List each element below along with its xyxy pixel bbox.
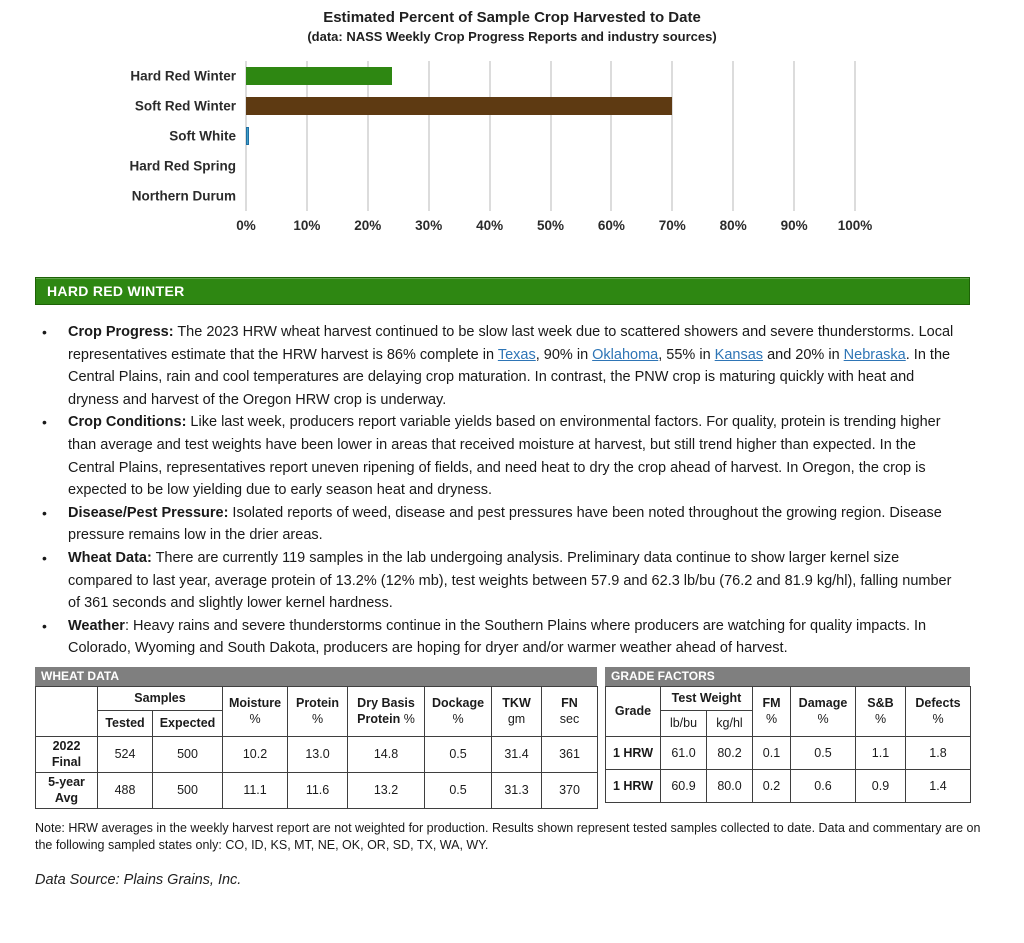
chart-category-label: Hard Red Spring [129,158,236,174]
column-unit: % [817,712,829,727]
data-cell: 500 [153,772,223,808]
data-cell: 0.1 [753,736,791,769]
data-cell: 500 [153,736,223,772]
column-unit: % [765,712,778,727]
chart-category-label: Soft Red Winter [134,98,236,114]
chart-subtitle: (data: NASS Weekly Crop Progress Reports and industry sources) [307,29,717,44]
bullet-label: Crop Progress: [68,324,174,340]
column-unit: sec [559,712,580,727]
bullet-label: Weather [68,617,125,634]
chart-bar [246,127,249,145]
data-cell: 80.2 [707,736,753,769]
wheat-table-title: WHEAT DATA [35,667,597,686]
x-tick-label: 90% [780,218,808,233]
column-header-fn [542,686,598,736]
grade-table-body [606,736,971,802]
data-cell: 1.8 [906,736,971,769]
column-name: Damage [798,695,848,710]
data-cell: 361 [542,736,598,772]
bullet-item: • Crop Progress: The 2023 HRW wheat harvest continued to be slow last week due to scattered showers and severe thunderstorms. Local representatives estimate that the HRW harvest is 86% complete in Texas, 90% in Oklahoma, 55% in Kansas and 20% in Nebraska. In the Central Plains, rain and cool temperatures are delaying crop maturation. In contrast, the PNW crop is maturing quickly with heat and dryness and harvest of the Oregon HRW crop is underway. [35,321,965,411]
chart-row [130,61,855,91]
x-tick-label: 60% [597,218,625,233]
data-cell: 0.9 [856,769,906,802]
state-link-oklahoma[interactable]: Oklahoma [592,346,659,363]
chart-bar [246,97,672,115]
data-source: Data Source: Plains Grains, Inc. [35,871,242,888]
chart-title: Estimated Percent of Sample Crop Harvested to Date [323,9,701,26]
wheat-corner-cell [36,686,98,736]
state-link-nebraska[interactable]: Nebraska [843,346,906,363]
data-cell: 1.1 [856,736,906,769]
data-cell: 10.2 [223,736,288,772]
x-tick-label: 70% [658,218,686,233]
x-tick-label: 10% [293,218,321,233]
grade-table [605,686,971,803]
test-weight-unit: kg/hl [707,710,753,736]
bullet-item: • Weather: Heavy rains and severe thunderstorms continue in the Southern Plains where producers are watching for quality impacts. In Colorado, Wyoming and South Dakota, producers are hoping for dryer and/or warmer weather ahead of harvest. [35,615,965,660]
column-name: FM [762,695,781,710]
x-tick-label: 0% [236,218,256,233]
column-name: TKW [502,695,531,710]
column-name: Moisture [228,695,282,710]
test-weight-header: Test Weight [661,686,753,710]
data-cell: 0.5 [425,736,492,772]
wheat-table-head [36,686,598,736]
column-header-protein [288,686,348,736]
data-cell: 0.2 [753,769,791,802]
section-header-hard-red-winter [35,277,970,305]
test-weight-unit: lb/bu [661,710,707,736]
chart-row [129,151,855,181]
state-link-kansas[interactable]: Kansas [714,346,764,363]
column-header-damage [791,686,856,736]
wheat-table-body [36,736,598,808]
column-header-fm [753,686,791,736]
grade-factors-table [605,667,970,809]
data-cell: 61.0 [661,736,707,769]
column-unit: % [311,712,324,727]
column-name: Dockage [431,695,485,710]
bullet-item: • Wheat Data: There are currently 119 samples in the lab undergoing analysis. Preliminary data continue to show larger kernel size compared to last year, average protein of 13.2% (12% mb), test weights between 57.9 and 62.3 lb/bu (76.2 and 81.9 kg/hl), falling number of 361 seconds and slightly lower kernel hardness. [35,547,965,615]
column-header-defects [906,686,971,736]
harvest-chart [0,0,1024,240]
grade-cell: 1 HRW [606,736,661,769]
data-cell: 13.0 [288,736,348,772]
chart-bar [246,67,392,85]
samples-header: Samples [98,686,223,710]
data-cell: 524 [98,736,153,772]
data-cell: 0.6 [791,769,856,802]
grade-header: Grade [606,686,661,736]
wheat-data-table [35,667,597,809]
column-name: Dry Basis [357,695,415,710]
bullet-label: Crop Conditions: [68,414,187,431]
data-cell: 11.6 [288,772,348,808]
row-label: 2022 Final [36,736,98,772]
commentary-bullet-list [35,321,965,660]
tested-header: Tested [98,710,153,736]
chart-row [169,121,855,151]
chart-row [134,91,855,121]
bullet-label: Disease/Pest Pressure: [68,504,229,521]
x-tick-label: 20% [354,218,382,233]
data-cell: 11.1 [223,772,288,808]
column-header-dry-basis [348,686,425,736]
section-header-label: HARD RED WINTER [47,283,185,299]
bullet-label: Wheat Data: [68,549,152,566]
chart-plot-area [129,61,855,211]
data-cell: 370 [542,772,598,808]
data-cell: 31.4 [492,736,542,772]
row-label: 5-year Avg [36,772,98,808]
column-header-s-b [856,686,906,736]
wheat-table [35,686,598,809]
note-text: Note: HRW averages in the weekly harvest report are not weighted for production. Results shown represent tested samples collected to date. Data and commentary are on the following sampled states only: CO, ID, KS, MT, NE, OK, OR, SD, TX, WA, WY. [35,820,981,853]
column-header-moisture [223,686,288,736]
data-cell: 0.5 [425,772,492,808]
x-tick-label: 40% [476,218,504,233]
column-unit: gm [507,712,526,727]
table-row [606,769,971,802]
data-cell: 488 [98,772,153,808]
x-tick-label: 30% [415,218,443,233]
chart-x-axis [236,218,873,240]
data-cell: 60.9 [661,769,707,802]
chart-row [131,181,855,211]
grade-header-row-1 [606,686,971,710]
x-tick-label: 50% [536,218,565,233]
data-cell: 80.0 [707,769,753,802]
bullet-item: • Crop Conditions: Like last week, producers report variable yields based on environmental factors. For quality, protein is trending higher than average and test weights have been lower in areas that received moisture at harvest, but still trend higher than expected. In the Central Plains, representatives report uneven ripening of fields, and need heat to dry the crop ahead of harvest. In Oregon, the crop is expected to be low yielding due to early season heat and dryness. [35,411,965,501]
wheat-header-row-1 [36,686,598,710]
column-header-dockage [425,686,492,736]
column-name: FN [561,695,578,710]
data-cell: 1.4 [906,769,971,802]
column-name: Protein [295,695,340,710]
data-cell: 14.8 [348,736,425,772]
column-name-2: Protein [357,712,404,727]
column-name: S&B [867,695,894,710]
chart-category-label: Northern Durum [131,188,236,204]
column-unit: % [249,712,261,727]
data-cell: 31.3 [492,772,542,808]
state-link-texas[interactable]: Texas [497,346,536,363]
expected-header: Expected [153,710,223,736]
grade-table-head [606,686,971,736]
chart-category-label: Hard Red Winter [130,68,236,84]
x-tick-label: 80% [719,218,747,233]
table-row [606,736,971,769]
bullet-item: • Disease/Pest Pressure: Isolated reports of weed, disease and pest pressures have been noted throughout the growing region. Disease pressure remains low in the drier areas. [35,502,965,547]
tables-row [35,667,1024,809]
chart-category-label: Soft White [169,128,236,144]
table-row [36,772,598,808]
column-unit: % [932,712,944,727]
column-name: Defects [915,695,961,710]
grade-cell: 1 HRW [606,769,661,802]
x-tick-label: 100% [837,218,873,233]
column-header-tkw [492,686,542,736]
data-cell: 0.5 [791,736,856,769]
data-cell: 13.2 [348,772,425,808]
column-unit: % [452,712,464,727]
table-row [36,736,598,772]
grade-table-title: GRADE FACTORS [605,667,970,686]
column-unit: Protein % [357,712,415,727]
column-unit: % [874,712,887,727]
